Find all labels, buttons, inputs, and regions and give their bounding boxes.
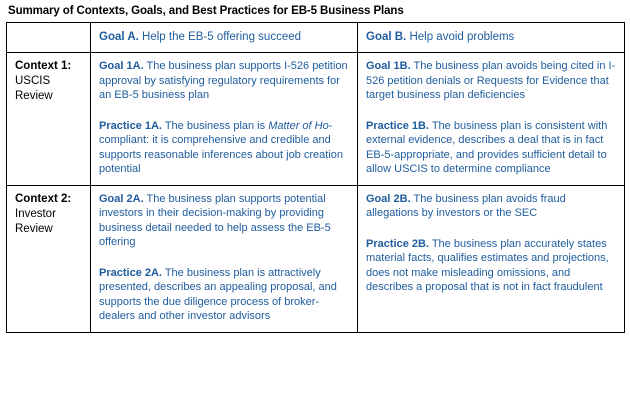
goal-2b-block: [366, 192, 616, 221]
goal-2a-text: The business plan supports potential investors in their decision-making by providing business detail needed to help assess the EB-5 offering: [99, 192, 331, 248]
goal-b-text: Help avoid problems: [406, 31, 515, 43]
context-2-bold: Context 2:: [15, 192, 72, 205]
goal-b-heading: [366, 30, 616, 45]
goal-b-label: Goal B.: [366, 31, 407, 43]
row-label-context-2: [7, 185, 91, 332]
context-1-rest: USCIS Review: [15, 75, 53, 102]
goal-2b-label: Goal 2B.: [366, 192, 411, 205]
cell-2a: [91, 185, 358, 332]
goal-2b-text: The business plan avoids fraud allegations by investors or the SEC: [366, 192, 566, 219]
context-2-rest: Investor Review: [15, 207, 56, 235]
practice-2a-text: The business plan is attractively presented, describes an appealing proposal, and supports the due diligence process of broker-dealers and other investor advisors: [99, 266, 337, 322]
practice-2a-block: [99, 266, 349, 324]
goal-1b-text: The business plan avoids being cited in I-526 petition denials or Requests for Evidence that target business plan deficiencies: [366, 60, 616, 101]
goal-2a-block: [99, 192, 349, 250]
goal-a-heading: [99, 30, 349, 45]
summary-table: [6, 22, 625, 333]
goal-1a-text: The business plan supports I-526 petition approval by satisfying regulatory requirements for an EB-5 business plan: [99, 60, 348, 101]
practice-2b-label: Practice 2B.: [366, 237, 429, 250]
goal-1a-label: Goal 1A.: [99, 60, 144, 72]
practice-1b-label: Practice 1B.: [366, 119, 429, 132]
context-2-label: [15, 192, 82, 237]
practice-2b-block: [366, 237, 616, 295]
practice-1a-italic: Matter of Ho: [268, 119, 329, 132]
goal-1b-label: Goal 1B.: [366, 60, 411, 72]
header-goal-b: [358, 23, 625, 53]
page-title: Summary of Contexts, Goals, and Best Practices for EB-5 Business Plans: [8, 5, 404, 17]
goal-a-label: Goal A.: [99, 31, 139, 43]
practice-1a-label: Practice 1A.: [99, 119, 162, 132]
context-1-bold: Context 1:: [15, 60, 72, 72]
cell-2b: [358, 185, 625, 332]
practice-1a-block: [99, 119, 349, 177]
practice-2b-text: The business plan accurately states material facts, qualifies estimates and projections, does not make misleading omissions, and describes a proposal that is not in fact fraudulent: [366, 237, 609, 293]
practice-1a-text-1: The business plan is: [161, 119, 269, 132]
table-corner-cell: [7, 23, 91, 53]
cell-1a: [91, 53, 358, 186]
practice-1a-text-2: -compliant: it is comprehensive and credible and supports reasonable inferences about job creation potential: [99, 119, 343, 175]
row-label-context-1: [7, 53, 91, 186]
goal-a-text: Help the EB-5 offering succeed: [138, 31, 302, 43]
table-row: [7, 53, 625, 186]
practice-2a-label: Practice 2A.: [99, 266, 162, 279]
goal-2a-label: Goal 2A.: [99, 192, 144, 205]
table-header-row: [7, 23, 625, 53]
goal-1b-block: [366, 59, 616, 103]
context-1-label: [15, 59, 82, 104]
header-goal-a: [91, 23, 358, 53]
table-row: [7, 185, 625, 332]
goal-1a-block: [99, 59, 349, 103]
practice-1b-text: The business plan is consistent with external evidence, describes a deal that is in fact EB-5-appropriate, and provides sufficient detail to allow USCIS to determine compliance: [366, 119, 608, 175]
practice-1b-block: [366, 119, 616, 177]
cell-1b: [358, 53, 625, 186]
